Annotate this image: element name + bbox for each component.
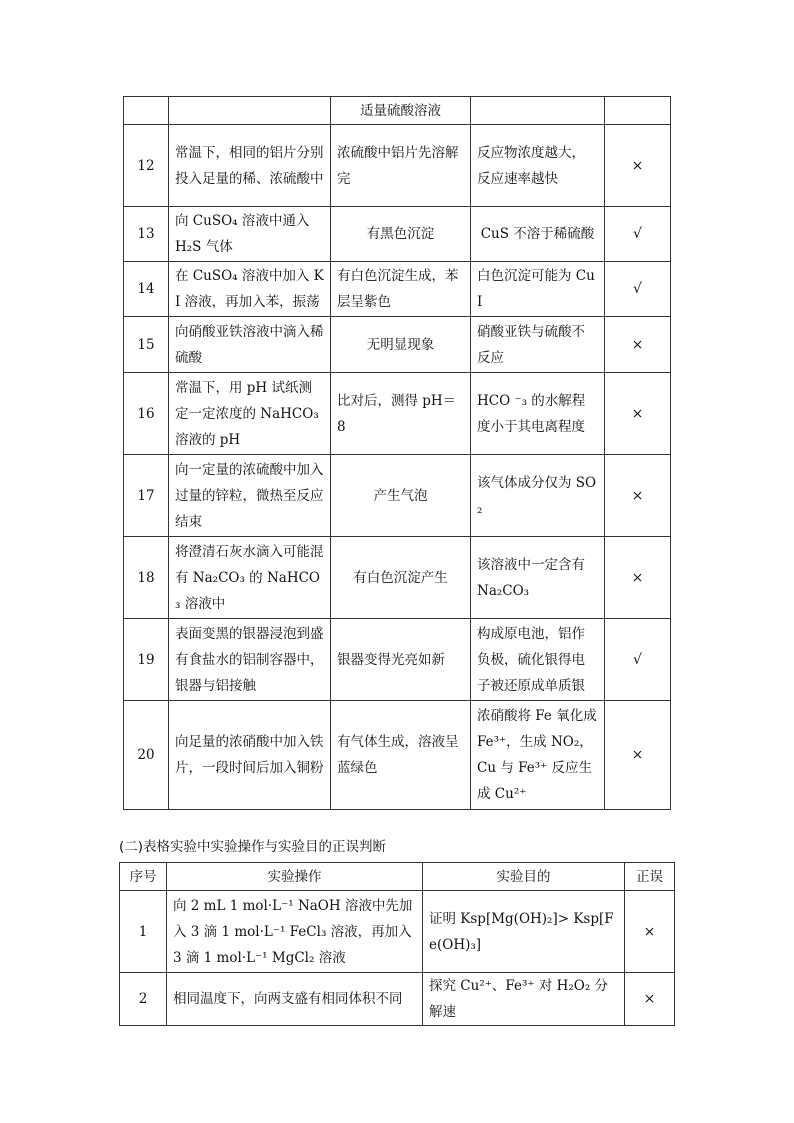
conclusion-cell: 该溶液中一定含有 Na₂CO₃ xyxy=(471,537,605,619)
operation-cell: 向硝酸亚铁溶液中滴入稀硫酸 xyxy=(169,317,331,373)
phenomenon-cell: 有白色沉淀产生 xyxy=(331,537,471,619)
phenomenon-cell: 无明显现象 xyxy=(331,317,471,373)
purpose-cell: 探究 Cu²⁺、Fe³⁺ 对 H₂O₂ 分解速 xyxy=(423,973,625,1026)
judgment-mark: √ xyxy=(605,207,671,262)
phenomenon-cell: 产生气泡 xyxy=(331,455,471,537)
conclusion-cell: 该气体成分仅为 SO₂ xyxy=(471,455,605,537)
operation-cell: 相同温度下，向两支盛有相同体积不同 xyxy=(167,973,423,1026)
operation-cell: 在 CuSO₄ 溶液中加入 KI 溶液，再加入苯，振荡 xyxy=(169,262,331,317)
conclusion-cell: 硝酸亚铁与硫酸不反应 xyxy=(471,317,605,373)
row-number: 15 xyxy=(124,317,169,373)
header-operation: 实验操作 xyxy=(167,863,423,891)
row-number: 16 xyxy=(124,373,169,455)
table-row xyxy=(124,97,671,125)
phenomenon-cell: 适量硫酸溶液 xyxy=(331,97,471,125)
judgment-table-2 xyxy=(119,862,675,1026)
operation-cell: 向 2 mL 1 mol·L⁻¹ NaOH 溶液中先加入 3 滴 1 mol·L⁻¹ FeCl₃ 溶液，再加入 3 滴 1 mol·L⁻¹ MgCl₂ 溶液 xyxy=(167,891,423,973)
judgment-mark: × xyxy=(605,701,671,810)
table-row xyxy=(124,207,671,262)
judgment-mark: × xyxy=(625,891,675,973)
table-row xyxy=(124,537,671,619)
header-purpose: 实验目的 xyxy=(423,863,625,891)
judgment-table-1 xyxy=(123,96,671,810)
operation-cell: 将澄清石灰水滴入可能混有 Na₂CO₃ 的 NaHCO₃ 溶液中 xyxy=(169,537,331,619)
row-number: 1 xyxy=(120,891,167,973)
phenomenon-cell: 比对后，测得 pH＝8 xyxy=(331,373,471,455)
judgment-mark: × xyxy=(605,537,671,619)
phenomenon-cell: 有气体生成，溶液呈蓝绿色 xyxy=(331,701,471,810)
table-row xyxy=(124,373,671,455)
judgment-mark xyxy=(605,97,671,125)
phenomenon-cell: 浓硫酸中铝片先溶解完 xyxy=(331,125,471,207)
table-row xyxy=(124,455,671,537)
conclusion-cell: HCO ⁻₃ 的水解程度小于其电离程度 xyxy=(471,373,605,455)
operation-cell: 常温下，相同的铝片分别投入足量的稀、浓硫酸中 xyxy=(169,125,331,207)
row-number: 17 xyxy=(124,455,169,537)
purpose-cell: 证明 Ksp[Mg(OH)₂]> Ksp[Fe(OH)₃] xyxy=(423,891,625,973)
operation-cell: 向一定量的浓硫酸中加入过量的锌粒，微热至反应结束 xyxy=(169,455,331,537)
phenomenon-cell: 有黑色沉淀 xyxy=(331,207,471,262)
judgment-mark: × xyxy=(625,973,675,1026)
section-title: (二)表格实验中实验操作与实验目的正误判断 xyxy=(119,839,387,855)
table-row xyxy=(124,619,671,701)
table-row xyxy=(124,701,671,810)
judgment-mark: × xyxy=(605,455,671,537)
row-number: 14 xyxy=(124,262,169,317)
table-row xyxy=(124,317,671,373)
row-number: 13 xyxy=(124,207,169,262)
header-judgment: 正误 xyxy=(625,863,675,891)
phenomenon-cell: 有白色沉淀生成，苯层呈紫色 xyxy=(331,262,471,317)
table-row xyxy=(120,891,675,973)
judgment-mark: × xyxy=(605,317,671,373)
conclusion-cell: 反应物浓度越大，反应速率越快 xyxy=(471,125,605,207)
phenomenon-cell: 银器变得光亮如新 xyxy=(331,619,471,701)
operation-cell: 表面变黑的银器浸泡到盛有食盐水的铝制容器中，银器与铝接触 xyxy=(169,619,331,701)
conclusion-cell: 白色沉淀可能为 CuI xyxy=(471,262,605,317)
operation-cell: 向足量的浓硝酸中加入铁片，一段时间后加入铜粉 xyxy=(169,701,331,810)
conclusion-cell: CuS 不溶于稀硫酸 xyxy=(471,207,605,262)
row-number: 2 xyxy=(120,973,167,1026)
conclusion-cell xyxy=(471,97,605,125)
operation-cell: 向 CuSO₄ 溶液中通入 H₂S 气体 xyxy=(169,207,331,262)
table-row xyxy=(124,125,671,207)
table-header-row xyxy=(120,863,675,891)
row-number: 12 xyxy=(124,125,169,207)
judgment-mark: × xyxy=(605,125,671,207)
judgment-mark: √ xyxy=(605,262,671,317)
judgment-mark: × xyxy=(605,373,671,455)
table-row xyxy=(120,973,675,1026)
row-number: 19 xyxy=(124,619,169,701)
table-row xyxy=(124,262,671,317)
row-number: 18 xyxy=(124,537,169,619)
operation-cell: 常温下，用 pH 试纸测定一定浓度的 NaHCO₃ 溶液的 pH xyxy=(169,373,331,455)
row-number: 20 xyxy=(124,701,169,810)
conclusion-cell: 浓硝酸将 Fe 氧化成 Fe³⁺，生成 NO₂，Cu 与 Fe³⁺ 反应生成 Cu²⁺ xyxy=(471,701,605,810)
conclusion-cell: 构成原电池，铝作负极，硫化银得电子被还原成单质银 xyxy=(471,619,605,701)
row-number xyxy=(124,97,169,125)
judgment-mark: √ xyxy=(605,619,671,701)
header-number: 序号 xyxy=(120,863,167,891)
operation-cell xyxy=(169,97,331,125)
